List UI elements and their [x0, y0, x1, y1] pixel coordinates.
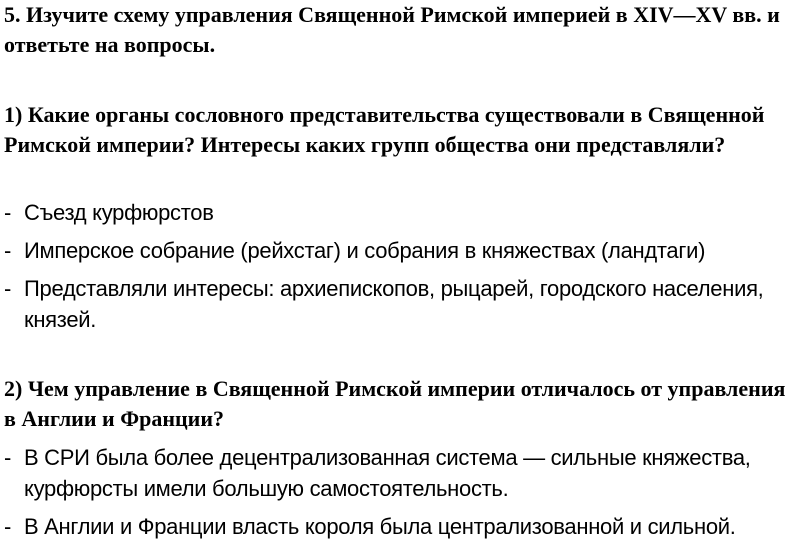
dash-icon: - [4, 238, 12, 263]
answer-text: Съезд курфюрстов [24, 200, 214, 225]
dash-icon: - [4, 445, 12, 470]
list-item [4, 235, 794, 266]
task-title: 5. Изучите схему управления Священной Римской империей в XIV—XV вв. и ответьте на вопросы. [4, 2, 780, 57]
answer-text: Представляли интересы: архиепископов, рыцарей, городского населения, князей. [24, 276, 764, 332]
dash-icon: - [4, 514, 12, 539]
answer-list-2 [4, 442, 794, 549]
answer-text: Имперское собрание (рейхстаг) и собрания в княжествах (ландтаги) [24, 238, 706, 263]
list-item [4, 442, 794, 504]
answer-text: В СРИ была более децентрализованная система — сильные княжества, курфюрсты имели большую самостоятельность. [24, 445, 751, 501]
list-item [4, 511, 794, 542]
list-item [4, 197, 794, 228]
dash-icon: - [4, 200, 12, 225]
question-2: 2) Чем управление в Священной Римской империи отличалось от управления в Англии и Франции? [4, 376, 786, 431]
dash-icon: - [4, 276, 12, 301]
answer-text: В Англии и Франции власть короля была централизованной и сильной. [24, 514, 736, 539]
question-1: 1) Какие органы сословного представительства существовали в Священной Римской империи? Интересы каких групп общества они представляли? [4, 102, 765, 157]
answer-list-1 [4, 197, 794, 342]
list-item [4, 273, 794, 335]
